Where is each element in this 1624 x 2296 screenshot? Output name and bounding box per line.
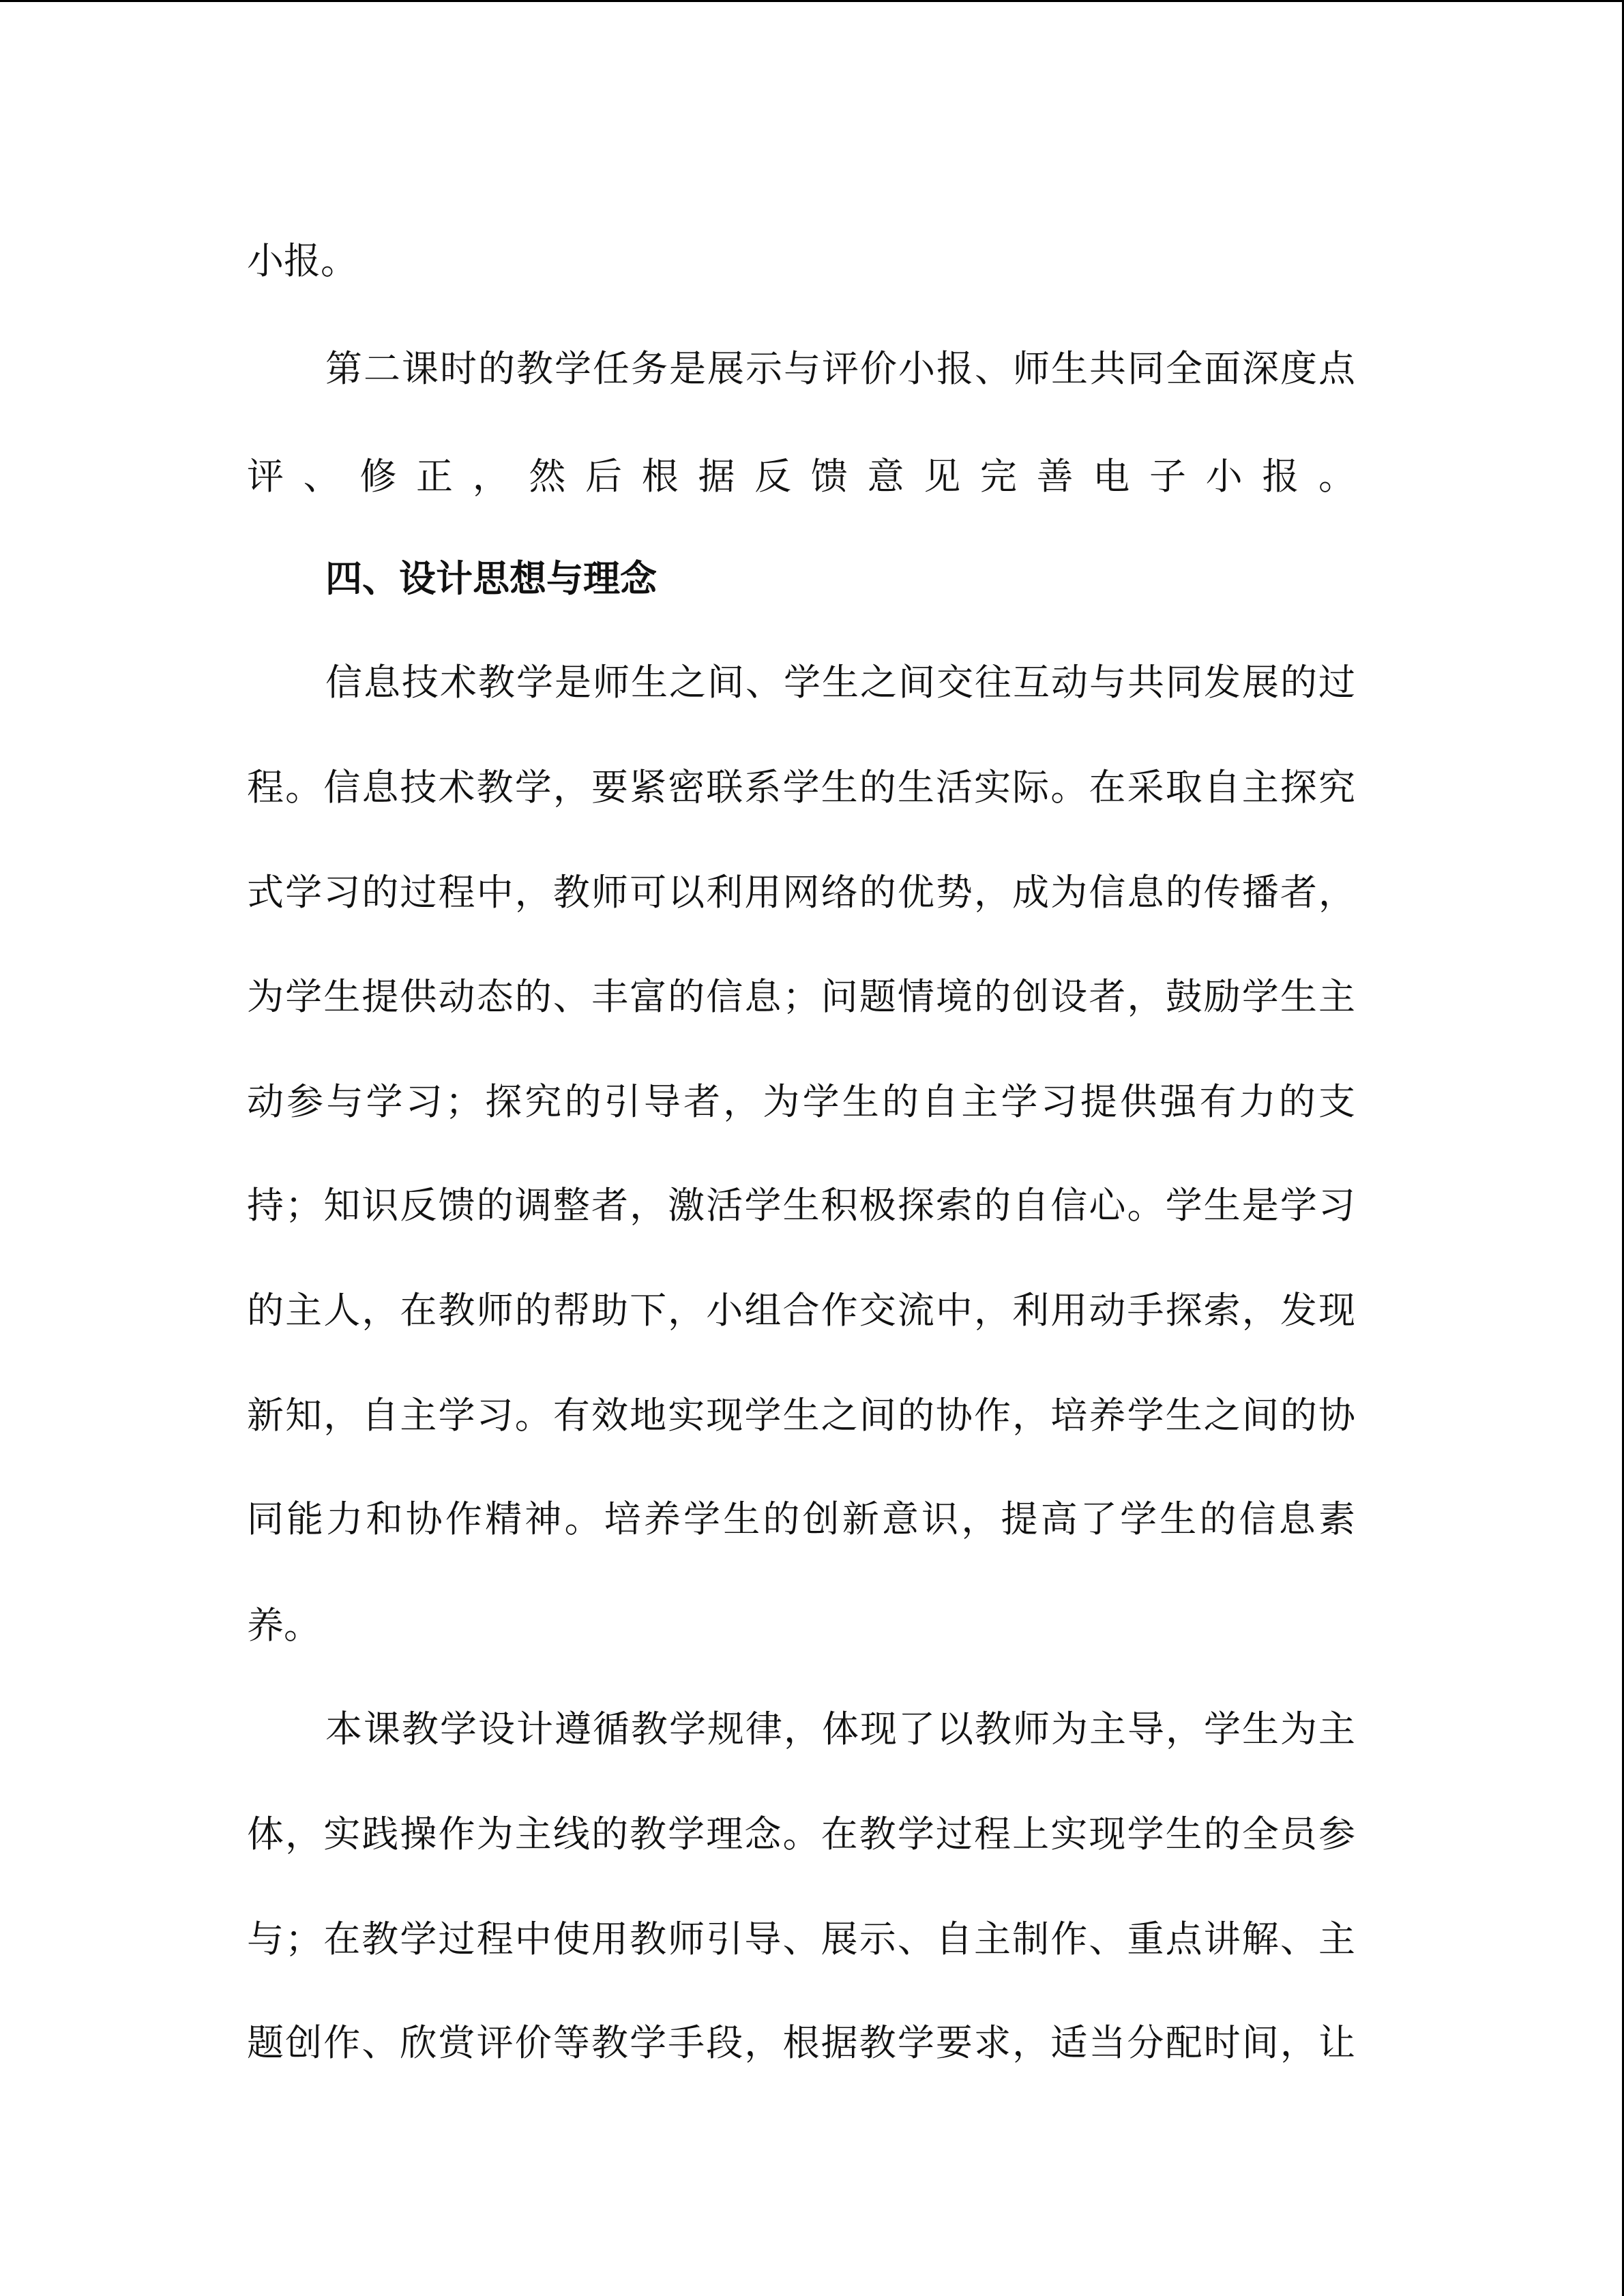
paragraph-4-line-1: 本课教学设计遵循教学规律，体现了以教师为主导，学生为主 xyxy=(325,1708,1355,1750)
paragraph-3-line-6: 持；知识反馈的调整者，激活学生积极探索的自信心。学生是学习 xyxy=(247,1184,1355,1227)
paragraph-3-line-3: 式学习的过程中，教师可以利用网络的优势，成为信息的传播者， xyxy=(247,871,1355,914)
paragraph-3-line-2: 程。信息技术教学，要紧密联系学生的生活实际。在采取自主探究 xyxy=(247,766,1355,809)
paragraph-4-line-4: 题创作、欣赏评价等教学手段，根据教学要求，适当分配时间，让 xyxy=(247,2021,1355,2064)
text-line-1: 小报。 xyxy=(247,239,357,282)
paragraph-4-line-3: 与；在教学过程中使用教师引导、展示、自主制作、重点讲解、主 xyxy=(247,1918,1355,1960)
paragraph-4-line-2: 体，实践操作为主线的教学理念。在教学过程上实现学生的全员参 xyxy=(247,1813,1355,1855)
paragraph-2-line-1: 第二课时的教学任务是展示与评价小报、师生共同全面深度点 xyxy=(325,347,1355,390)
paragraph-3-line-1: 信息技术教学是师生之间、学生之间交往互动与共同发展的过 xyxy=(325,661,1355,704)
paragraph-3-line-4: 为学生提供动态的、丰富的信息；问题情境的创设者，鼓励学生主 xyxy=(247,975,1355,1018)
paragraph-3-line-7: 的主人，在教师的帮助下，小组合作交流中，利用动手探索，发现 xyxy=(247,1289,1355,1332)
paragraph-2-line-2: 评、修正，然后根据反馈意见完善电子小报。 xyxy=(247,455,1355,498)
paragraph-3-line-9: 同能力和协作精神。培养学生的创新意识，提高了学生的信息素 xyxy=(247,1497,1355,1540)
paragraph-3-line-8: 新知，自主学习。有效地实现学生之间的协作，培养学生之间的协 xyxy=(247,1394,1355,1437)
paragraph-3-line-10: 养。 xyxy=(247,1604,321,1647)
section-heading: 四、设计思想与理念 xyxy=(325,556,657,600)
paragraph-3-line-5: 动参与学习；探究的引导者，为学生的自主学习提供强有力的支 xyxy=(247,1080,1355,1123)
